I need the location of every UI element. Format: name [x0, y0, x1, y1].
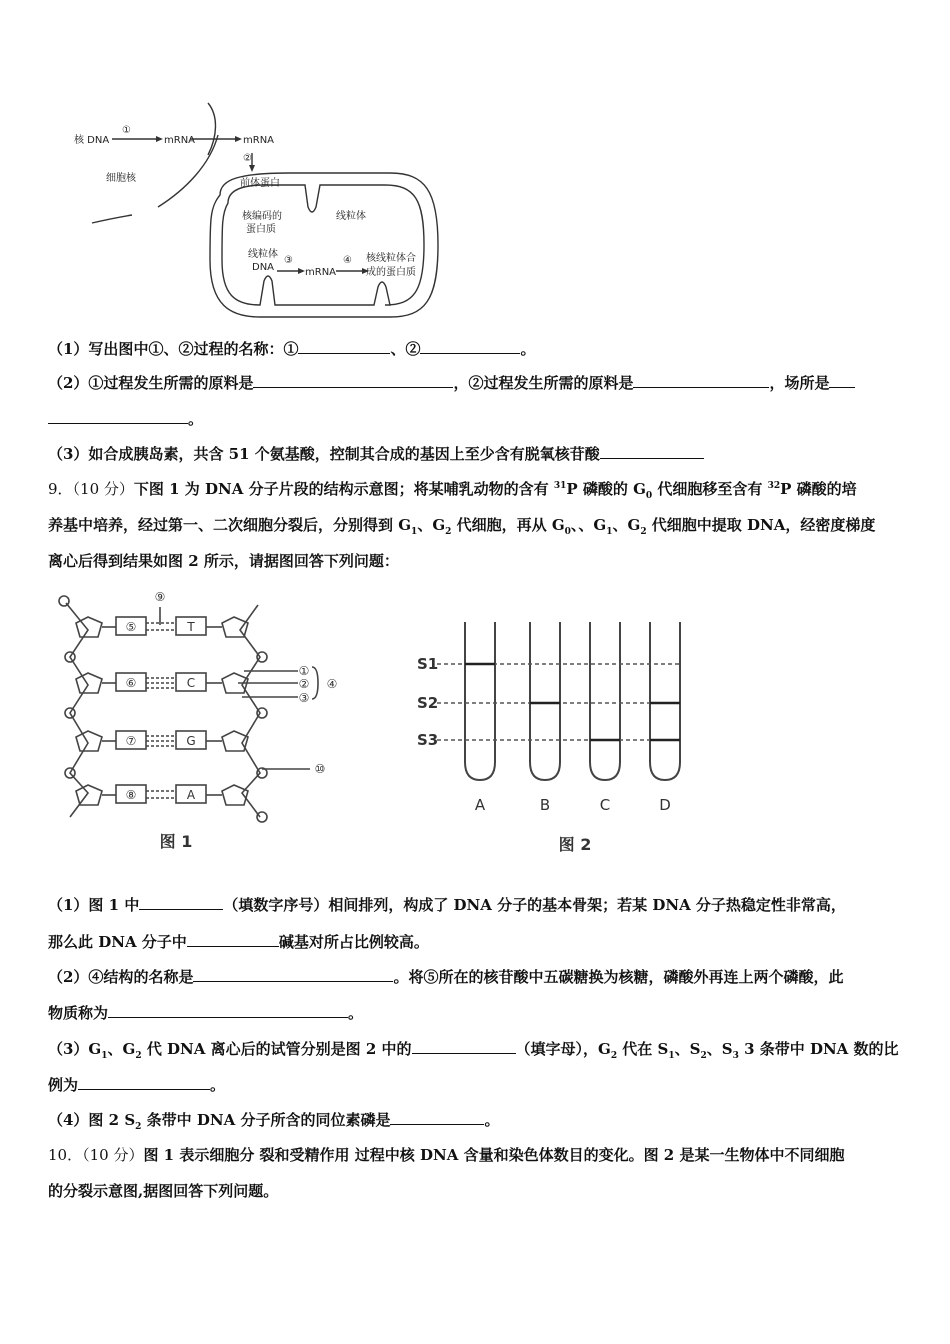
answer-blank[interactable]: [187, 932, 279, 947]
answer-blank[interactable]: [420, 339, 520, 354]
label-combined-protein-1: 核线粒体合: [366, 253, 416, 264]
fig1-caption: 图 1: [159, 832, 193, 851]
q10-stem-line2: 的分裂示意图,据图回答下列问题。: [48, 1182, 279, 1200]
question-number: 9．（10 分）: [48, 480, 134, 498]
q8-part2: （2）①过程发生所需的原料是 ，②过程发生所需的原料是 ，场所是: [48, 372, 855, 393]
mark-10: ⑩: [314, 762, 326, 776]
q9-part3-cont: 例为 。: [48, 1076, 226, 1094]
label-mrna-2: mRNA: [243, 135, 275, 146]
answer-blank[interactable]: [78, 1075, 210, 1090]
label-mrna-1: mRNA: [164, 135, 196, 146]
label-nuclear-encoded-1: 核编码的: [242, 211, 282, 222]
base-label-a: A: [186, 788, 196, 802]
answer-blank[interactable]: [298, 339, 390, 354]
mitochondrion-inner-membrane: [222, 185, 424, 305]
tube-label-a: A: [474, 796, 486, 814]
label-combined-protein-2: 成的蛋白质: [366, 267, 416, 278]
tube-b: [530, 622, 560, 780]
base-label-t: T: [187, 620, 195, 634]
base-label-c: C: [186, 676, 196, 690]
label-process-2: ②: [243, 153, 252, 164]
label-nuclear-encoded-2: 蛋白质: [246, 224, 276, 235]
q9-part2-cont: 物质称为 。: [48, 1004, 364, 1022]
q9-part1-cont: 那么此 DNA 分子中 碱基对所占比例较高。: [48, 933, 429, 951]
base-label-5: ⑤: [125, 620, 137, 634]
base-label-8: ⑧: [125, 788, 137, 802]
answer-blank[interactable]: [139, 895, 223, 910]
q8-part3: （3）如合成胰岛素，共含 51 个氨基酸，控制其合成的基因上至少含有脱氧核苷酸: [48, 443, 704, 464]
label-process-3: ③: [284, 255, 293, 266]
dna-structure-figure: [48, 585, 348, 860]
mark-1: ①: [298, 664, 310, 678]
band-label-s3: S3: [417, 731, 439, 749]
gene-expression-figure: [60, 95, 460, 335]
label-mrna-3: mRNA: [305, 267, 337, 278]
q8-part2-cont: 。: [48, 408, 203, 429]
q9-part2: （2）④结构的名称是 。将⑤所在的核苷酸中五碳糖换为核糖，磷酸外再连上两个磷酸，此: [48, 968, 844, 986]
tube-label-c: C: [599, 796, 611, 814]
mitochondrion-outer-membrane: [210, 173, 438, 317]
question-number: 10．（10 分）: [48, 1146, 144, 1164]
q8-part1: （1）写出图中①、②过程的名称：① 、② 。: [48, 340, 536, 358]
label-precursor-protein: 前体蛋白: [240, 178, 280, 189]
tube-c: [590, 622, 620, 780]
tube-d: [650, 622, 680, 780]
band-label-s2: S2: [417, 694, 439, 712]
q9-stem-line3: 离心后得到结果如图 2 所示，请据图回答下列问题：: [48, 552, 399, 570]
label-mito-dna-1: 线粒体: [248, 249, 278, 260]
q9-stem-line2: 养基中培养，经过第一、二次细胞分裂后，分别得到 $G_1$、$G_2$ 代细胞，再从 $G_0$、、$G_1$、$G_2$ 代细胞中提取 DNA，经密度梯度: [48, 516, 876, 537]
answer-blank[interactable]: [829, 373, 855, 388]
q9-part3: $(3)G_1$、$G_2$ 代 DNA 离心后的试管分别是图 2 中的 （填字母），$G_2$ 代在 $S_1$、$S_2$、$S_3$ 3 条带中 DNA 数的比: [48, 1040, 899, 1061]
answer-blank[interactable]: [600, 444, 704, 459]
tube-a: [465, 622, 495, 780]
left-backbone: [66, 603, 88, 817]
base-label-g: G: [186, 734, 196, 748]
label-process-1: ①: [122, 125, 131, 136]
mark-9: ⑨: [154, 590, 166, 604]
centrifuge-tubes-figure: [415, 612, 695, 862]
label-nucleus: 细胞核: [106, 173, 136, 184]
q9-part1: （1）图 1 中 （填数字序号）相间排列，构成了 DNA 分子的基本骨架；若某 DNA 分子热稳定性非常高，: [48, 896, 846, 914]
answer-blank[interactable]: [390, 1110, 484, 1125]
tube-label-b: B: [539, 796, 551, 814]
mark-4: ④: [326, 677, 338, 691]
mark-2: ②: [298, 677, 310, 691]
fig2-caption: 图 2: [558, 835, 592, 854]
base-label-6: ⑥: [125, 676, 137, 690]
nuclear-envelope-lower: [92, 215, 132, 223]
base-label-7: ⑦: [125, 734, 137, 748]
q10-stem-line1: 10．（10 分）图 1 表示细胞分 裂和受精作用 过程中核 DNA 含量和染色体数目的变化。图 2 是某一生物体中不同细胞: [48, 1146, 845, 1164]
answer-blank[interactable]: [108, 1003, 348, 1018]
answer-blank[interactable]: [48, 409, 188, 424]
band-label-s1: S1: [417, 655, 439, 673]
q9-stem-line1: 9．（10 分）下图 1 为 DNA 分子片段的结构示意图；将某哺乳动物的含有 $^{31}$P 磷酸的 $G_0$ 代细胞移至含有 $^{32}$P 磷酸的培: [48, 480, 857, 501]
label-nuclear-dna: 核 DNA: [74, 135, 110, 146]
label-mitochondrion: 线粒体: [336, 211, 366, 222]
q9-part4: （4）图 2 $S_2$ 条带中 DNA 分子所含的同位素磷是 。: [48, 1111, 500, 1132]
mark-3: ③: [298, 691, 310, 705]
label-process-4: ④: [343, 255, 352, 266]
answer-blank[interactable]: [412, 1039, 516, 1054]
answer-blank[interactable]: [633, 373, 769, 388]
tube-label-d: D: [659, 796, 671, 814]
answer-blank[interactable]: [253, 373, 453, 388]
label-mito-dna-2: DNA: [252, 262, 275, 273]
answer-blank[interactable]: [193, 967, 393, 982]
